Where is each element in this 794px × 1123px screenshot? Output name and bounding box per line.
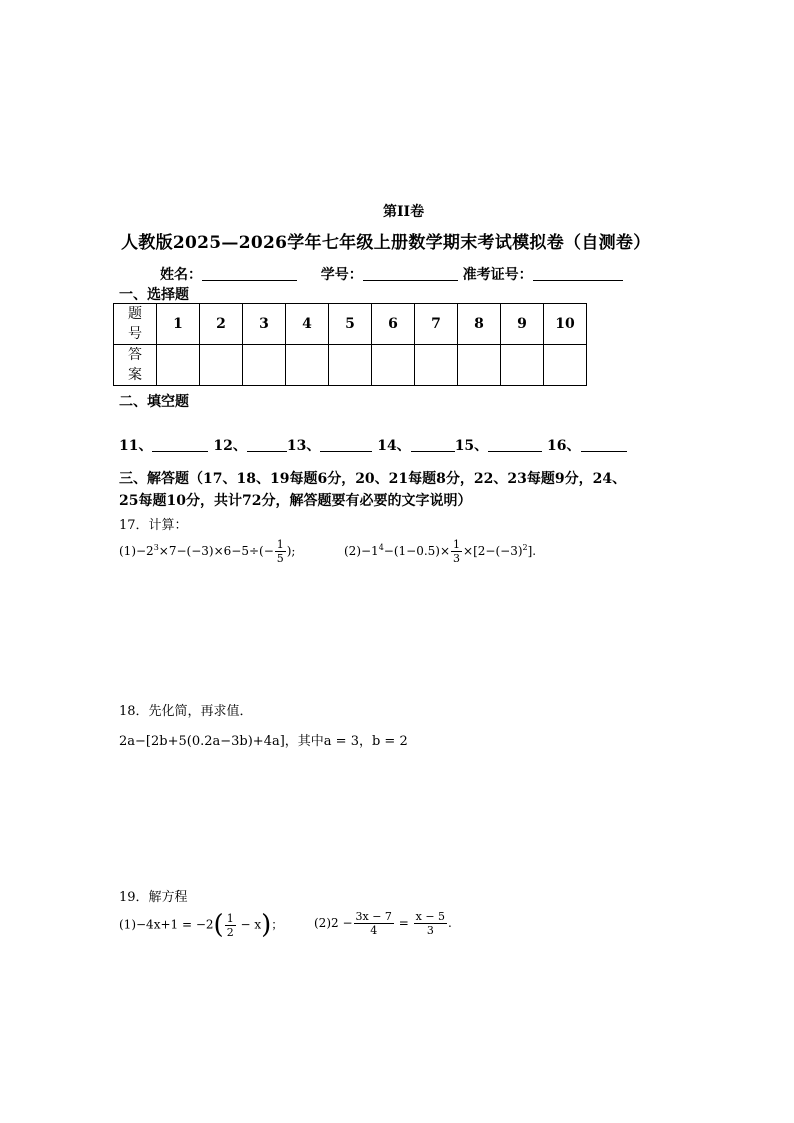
part1-heading: 一、选择题 [119, 287, 189, 303]
exam-number-label: 准考证号： [462, 267, 533, 283]
q19-equation-1: (1)−4x+1 = −2( $\frac{1}{2}$ − x)； [119, 910, 284, 940]
q18-expression: 2a−[2b+5(0.2a−3b)+4a]，其中a = 3，b = 2 [119, 734, 408, 749]
q17-expression-1: $(1)-2^3\times 7-(-3)\times 6-5\div(-$ $\frac{1}{5}$ ); [119, 538, 296, 565]
answer-cell[interactable] [157, 345, 200, 386]
fill-blank-row [119, 435, 627, 455]
question-number: 8 [458, 304, 501, 345]
question-number: 5 [329, 304, 372, 345]
row-label-answer: 答 案 [114, 345, 157, 386]
name-blank[interactable] [202, 266, 297, 281]
fill-blank[interactable] [320, 438, 372, 452]
answer-cell[interactable] [372, 345, 415, 386]
student-info-row [160, 264, 623, 284]
question-number: 7 [415, 304, 458, 345]
fill-item-label: 15、 [454, 438, 489, 454]
question-number: 1 [157, 304, 200, 345]
answer-cell[interactable] [501, 345, 544, 386]
part3-heading: 三、解答题（17、18、19每题6分，20、21每题8分，22、23每题9分，24、 25每题10分，共计72分，解答题要有必要的文字说明） [119, 471, 627, 509]
fill-blank[interactable] [247, 438, 287, 452]
answer-cell[interactable] [329, 345, 372, 386]
question-number: 9 [501, 304, 544, 345]
student-id-blank[interactable] [363, 266, 458, 281]
answer-cell[interactable] [200, 345, 243, 386]
answer-cell[interactable] [544, 345, 587, 386]
answer-cell[interactable] [415, 345, 458, 386]
answer-cell[interactable] [286, 345, 329, 386]
question-number: 6 [372, 304, 415, 345]
fill-blank[interactable] [581, 438, 627, 452]
answer-table [113, 303, 587, 386]
question-number: 3 [243, 304, 286, 345]
fill-item-label: 16、 [547, 438, 581, 454]
row-label-number: 题 号 [114, 304, 157, 345]
part2-heading: 二、填空题 [119, 394, 189, 410]
fill-blank[interactable] [152, 438, 208, 452]
student-id-label: 学号： [320, 267, 363, 283]
fill-item-label: 12、 [213, 438, 247, 454]
name-label: 姓名： [160, 267, 202, 283]
q17-label: 17．计算： [119, 518, 188, 533]
answer-cell[interactable] [458, 345, 501, 386]
q17-expression-2: $(2)-1^4-(1-0.5)\times$ $\frac{1}{3}$ $\times[2-(-3)^2]$. [344, 538, 537, 565]
q19-label: 19．解方程 [119, 890, 188, 905]
q19-equation-2: (2)2 − $\frac{3x - 7}{4}$ = $\frac{x - 5}{3}$ . [314, 910, 452, 937]
fill-blank[interactable] [411, 438, 455, 452]
question-number: 2 [200, 304, 243, 345]
fill-blank[interactable] [488, 438, 542, 452]
exam-title: 人教版2025—2026学年七年级上册数学期末考试模拟卷（自测卷） [121, 233, 651, 253]
answer-cell[interactable] [243, 345, 286, 386]
exam-number-blank[interactable] [533, 266, 623, 281]
q18-label: 18．先化简，再求值． [119, 704, 253, 719]
section-label: 第II卷 [383, 204, 425, 220]
fill-item-label: 14、 [377, 438, 411, 454]
question-number: 10 [544, 304, 587, 345]
question-number: 4 [286, 304, 329, 345]
fill-item-label: 13、 [286, 438, 321, 454]
fill-item-label: 11、 [119, 438, 153, 454]
